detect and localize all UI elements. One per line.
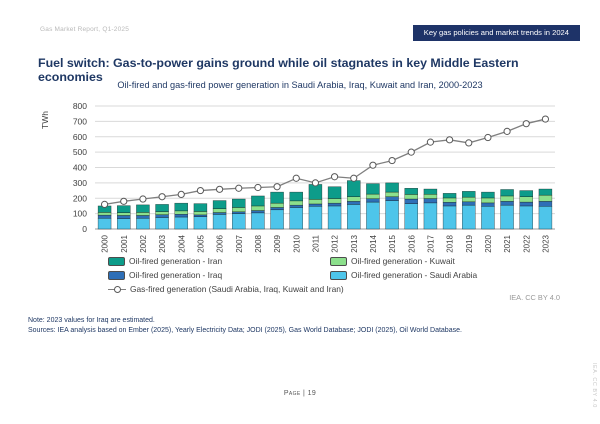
legend-item-kuwait: [330, 256, 455, 266]
legend-label: Oil-fired generation - Iran: [129, 256, 223, 266]
x-axis-tick-labels: [101, 234, 551, 252]
svg-text:2015: 2015: [388, 235, 398, 253]
gas-fired-line: [105, 119, 546, 204]
svg-text:400: 400: [72, 162, 87, 173]
legend-item-gas-fired-line: [108, 284, 344, 294]
legend-item-saudi-arabia: [330, 270, 477, 280]
svg-text:2007: 2007: [234, 235, 244, 253]
legend-item-iran: [108, 256, 222, 266]
chart-area: [35, 96, 570, 274]
svg-text:2014: 2014: [368, 235, 378, 253]
page-title: Fuel switch: Gas-to-power gains ground while oil stagnates in key Middle Eastern economies: [38, 56, 519, 85]
chart-canvas: [35, 96, 570, 274]
svg-text:2019: 2019: [464, 235, 474, 253]
legend-label: Gas-fired generation (Saudi Arabia, Iraq, Kuwait and Iran): [130, 284, 344, 294]
svg-text:2008: 2008: [253, 235, 263, 253]
iraq-color-swatch-icon: [108, 271, 125, 280]
svg-text:2011: 2011: [311, 235, 321, 253]
svg-text:2017: 2017: [426, 235, 436, 253]
svg-text:500: 500: [72, 147, 87, 158]
report-theme-badge: Key gas policies and market trends in 2024: [413, 25, 580, 41]
iea-license-attribution: IEA. CC BY 4.0: [509, 293, 560, 302]
svg-text:2003: 2003: [158, 235, 168, 253]
line-with-circle-marker-icon: [108, 285, 126, 293]
svg-text:2016: 2016: [407, 235, 417, 253]
svg-text:2022: 2022: [522, 235, 532, 253]
legend-label: Oil-fired generation - Kuwait: [351, 256, 455, 266]
svg-text:2004: 2004: [177, 235, 187, 253]
svg-text:2010: 2010: [292, 235, 302, 253]
stacked-bars: [98, 181, 552, 229]
svg-text:2009: 2009: [273, 235, 283, 253]
iran-color-swatch-icon: [108, 257, 125, 266]
svg-text:600: 600: [72, 131, 87, 142]
y-axis-tick-labels: [73, 101, 87, 234]
side-license-text: IEA. CC BY 4.0: [591, 363, 597, 408]
svg-text:2021: 2021: [503, 235, 513, 253]
page-number: Page | 19: [283, 390, 317, 397]
svg-text:800: 800: [72, 101, 87, 111]
svg-text:700: 700: [72, 116, 87, 127]
chart-subtitle: Oil-fired and gas-fired power generation in Saudi Arabia, Iraq, Kuwait and Iran, 2000-2023: [117, 80, 483, 90]
svg-text:2000: 2000: [100, 235, 110, 253]
chart-note: Note: 2023 values for Iraq are estimated.: [28, 317, 155, 324]
saudi-arabia-color-swatch-icon: [330, 271, 347, 280]
report-edition-label: Gas Market Report, Q1-2025: [40, 26, 130, 33]
svg-text:2006: 2006: [215, 235, 225, 253]
svg-text:100: 100: [72, 208, 87, 219]
legend-item-iraq: [108, 270, 222, 280]
svg-text:0: 0: [82, 224, 87, 234]
svg-text:2020: 2020: [483, 235, 493, 253]
svg-text:200: 200: [72, 193, 87, 204]
svg-text:2005: 2005: [196, 235, 206, 253]
y-axis-label: TWh: [40, 111, 50, 129]
svg-text:2018: 2018: [445, 235, 455, 253]
svg-text:2001: 2001: [119, 235, 129, 253]
svg-text:2013: 2013: [349, 235, 359, 253]
svg-text:300: 300: [72, 177, 87, 188]
kuwait-color-swatch-icon: [330, 257, 347, 266]
legend-label: Oil-fired generation - Saudi Arabia: [351, 270, 478, 280]
legend-label: Oil-fired generation - Iraq: [129, 270, 223, 280]
svg-text:2002: 2002: [138, 235, 148, 253]
svg-text:2012: 2012: [330, 235, 340, 253]
svg-text:2023: 2023: [541, 235, 551, 253]
chart-sources: Sources: IEA analysis based on Ember (2025), Yearly Electricity Data; JODI (2025), Gas World Database; JODI (2025), Oil World Database.: [28, 327, 462, 334]
